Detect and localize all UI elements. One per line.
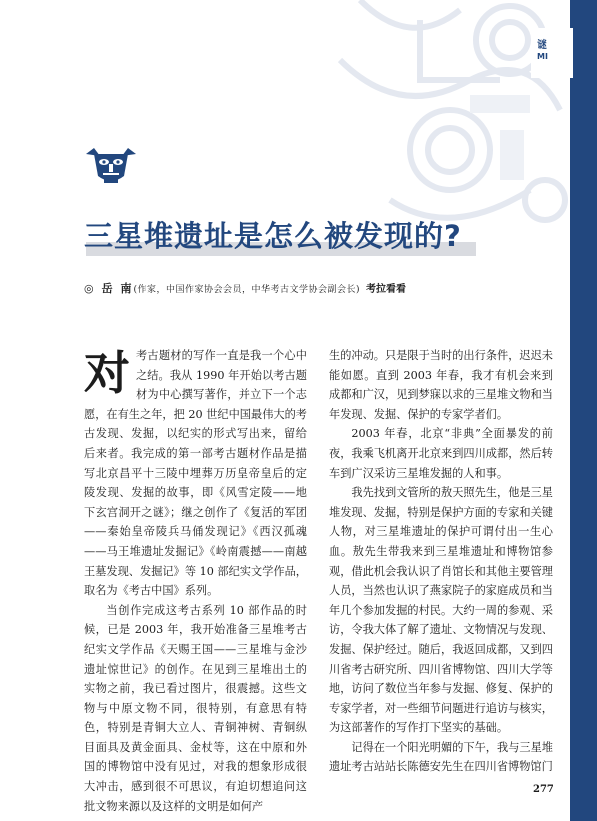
cloud-pattern-ornament (300, 0, 570, 240)
article-title: 三星堆遗址是怎么被发现的? (84, 219, 462, 253)
side-color-band (570, 0, 597, 821)
paragraph: 记得在一个阳光明媚的下午，我与三星堆遗址考古站站长陈德安先生在四川省博物馆门 (329, 740, 553, 774)
byline (84, 280, 406, 296)
author-name: 岳 南 (101, 282, 134, 295)
paragraph: 当创作完成这考古系列 10 部作品的时候，已是 2003 年，我开始准备三星堆考古纪实文学作品《天赐王国——三星堆与金沙遗址惊世记》的创作。在见到三星堆出土的实物之前，我已看过图片，很震撼。这些文物与中原文物不同，很特别，有意思有特色，特别是青铜大立人、青铜神树、青铜纵目面具及黄金面具、金杖等，这在中原和外国的博物馆中没有见过，对我的想象形成很大冲击，感到很不可思议，有迫切想追问这批文物来源以及这样的文明是如何产 (84, 603, 307, 813)
author-note: (作家，中国作家协会会员，中华考古文学协会副会长) (133, 285, 360, 295)
paragraph: 考古题材的写作一直是我一个心中之结。我从 1990 年开始以考古题材为中心撰写著作，并立下一个志愿，在有生之年，把 20 世纪中国最伟大的考古发现、发掘，以纪实的形式写出来，留给后来者。我完成的第一部考古题材作品是描写北京昌平十三陵中埋葬万历皇帝皇后的定陵发现、发掘的故事，即《风雪定陵——地下玄宫洞开之谜》；继之创作了《复活的军团——秦始皇帝陵兵马俑发现记》《西汉孤魂——马王堆遗址发掘记》《岭南震撼——南越王墓发现、发掘记》等 10 部纪实文学作品，取名为《考古中国》系列。 (84, 349, 307, 598)
article-column-right (329, 346, 553, 777)
paragraph: 生的冲动。只是限于当时的出行条件，迟迟未能如愿。直到 2003 年春，我才有机会来到成都和广汉，见到梦寐以求的三星堆文物和当年发现、发掘、保护的专家学者们。 (329, 349, 553, 421)
article-column-left (84, 346, 307, 816)
paragraph: 2003 年春，北京“非典”全面暴发的前夜，我乘飞机离开北京来到四川成都，然后转车到广汉采访三星堆发掘的人和事。 (329, 427, 553, 480)
editor-name: 考拉看看 (365, 284, 406, 295)
section-tab (531, 28, 573, 78)
page-number: 277 (533, 784, 554, 795)
section-tab-label-en: MI (537, 52, 548, 61)
bronze-mask-icon (84, 146, 138, 184)
byline-symbol: ◎ (84, 282, 94, 295)
paragraph: 我先找到文管所的敖天照先生，他是三星堆发现、发掘，特别是保护方面的专家和关键人物，对三星堆遗址的保护可谓付出一生心血。敖先生带我来到三星堆遗址和博物馆参观，借此机会我认识了肖馆长和其他主要管理人员，当然也认识了燕家院子的家庭成员和当年几个参加发掘的村民。大约一周的参观、采访，令我大体了解了遗址、文物情况与发现、发掘、保护经过。随后，我返回成都，又到四川省考古研究所、四川省博物馆、四川大学等地，访问了数位当年参与发掘、修复、保护的专家学者，对一些细节问题进行追访与核实，为这部著作的写作打下坚实的基础。 (329, 486, 553, 735)
drop-cap: 对 (84, 346, 130, 400)
section-tab-label: 谜 (537, 40, 547, 51)
